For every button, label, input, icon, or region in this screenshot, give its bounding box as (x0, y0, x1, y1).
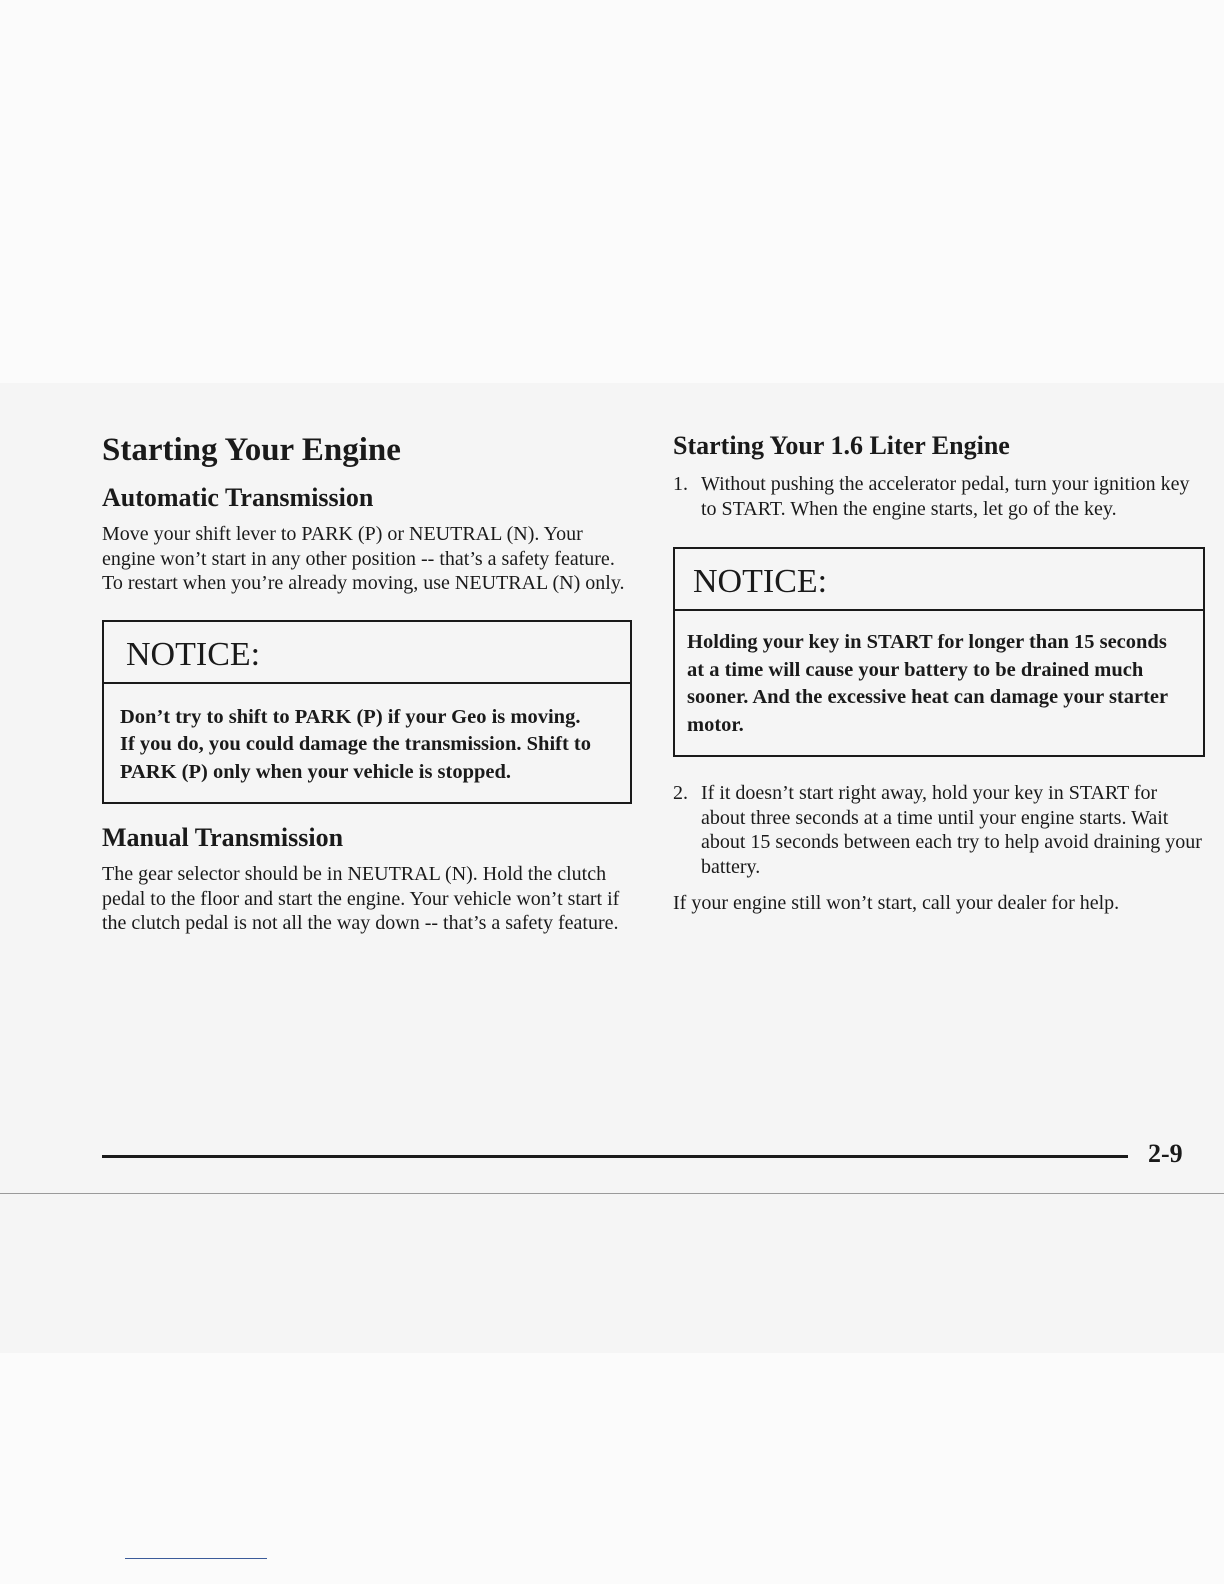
page-divider (0, 1193, 1224, 1194)
list-item (673, 781, 1205, 879)
list-item (673, 472, 1205, 521)
automatic-transmission-text: Move your shift lever to PARK (P) or NEUTRAL (N). Your engine won’t start in any other position -- that’s a safety feature. To restart when you’re already moving, use NEUTRAL (N) only. (102, 523, 625, 594)
manual-transmission-heading: Manual Transmission (102, 823, 344, 852)
closing-text: If your engine still won’t start, call your dealer for help. (673, 892, 1120, 914)
section-title-1-6-liter: Starting Your 1.6 Liter Engine (673, 431, 1010, 460)
notice-heading: NOTICE: (104, 622, 630, 684)
notice-box-battery (673, 547, 1205, 757)
list-number: 2. (673, 782, 688, 804)
list-text: Without pushing the accelerator pedal, turn your ignition key to START. When the engine starts, let go of the key. (701, 473, 1190, 520)
notice-text: Holding your key in START for longer than 15 seconds at a time will cause your battery to be drained much sooner. And the excessive heat can damage your starter motor. (687, 631, 1168, 736)
automatic-transmission-heading: Automatic Transmission (102, 483, 374, 512)
notice-text: Don’t try to shift to PARK (P) if your Geo is moving. If you do, you could damage the transmission. Shift to PARK (P) only when your vehicle is stopped. (120, 705, 591, 783)
list-number: 1. (673, 473, 688, 495)
section-title: Starting Your Engine (102, 432, 401, 468)
notice-heading: NOTICE: (675, 549, 1203, 611)
link-underline (125, 1558, 267, 1559)
footer-rule (102, 1155, 1128, 1158)
list-text: If it doesn’t start right away, hold your key in START for about three seconds at a time until your engine starts. Wait about 15 seconds between each try to help avoid draining your battery. (701, 782, 1202, 878)
right-column (673, 430, 1205, 916)
left-column (102, 430, 632, 936)
manual-transmission-text: The gear selector should be in NEUTRAL (N). Hold the clutch pedal to the floor and start the engine. Your vehicle won’t start if the clutch pedal is not all the way down -- that’s a safety feature. (102, 863, 620, 934)
page-number: 2-9 (1148, 1139, 1183, 1168)
notice-box-shift (102, 620, 632, 805)
